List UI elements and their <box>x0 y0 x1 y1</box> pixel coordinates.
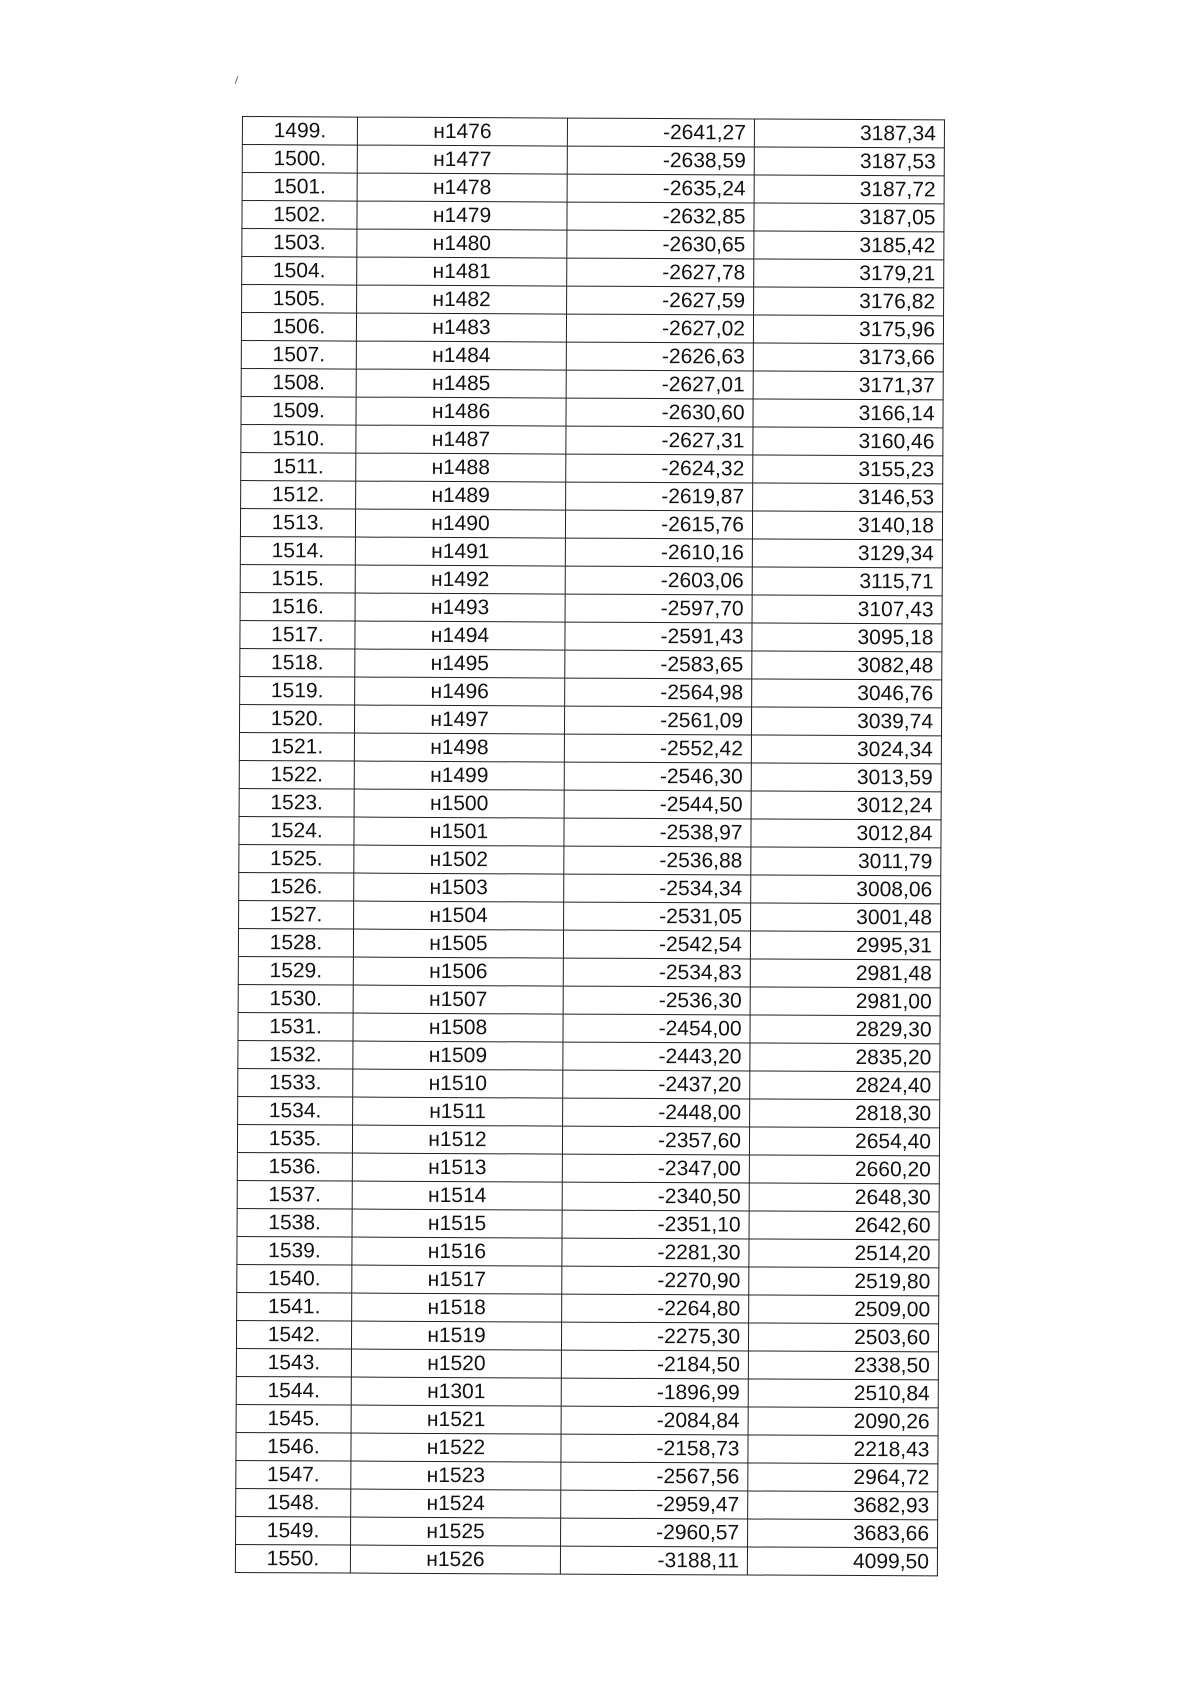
y-coordinate-cell: 2510,84 <box>748 1379 938 1408</box>
point-name-cell: н1488 <box>356 453 566 482</box>
point-name-cell: н1506 <box>353 957 563 986</box>
table-row <box>240 676 942 707</box>
table-row <box>242 257 944 288</box>
x-coordinate-cell: -2546,30 <box>564 762 751 791</box>
row-number-cell: 1508. <box>241 368 356 397</box>
y-coordinate-cell: 3155,23 <box>753 455 943 484</box>
x-coordinate-cell: -3188,11 <box>560 1546 747 1575</box>
y-coordinate-cell: 3166,14 <box>753 399 943 428</box>
row-number-cell: 1521. <box>239 732 354 761</box>
point-name-cell: н1497 <box>354 705 564 734</box>
x-coordinate-cell: -2624,32 <box>566 454 753 483</box>
row-number-cell: 1540. <box>237 1264 352 1293</box>
y-coordinate-cell: 3187,05 <box>754 203 944 232</box>
row-number-cell: 1511. <box>241 452 356 481</box>
row-number-cell: 1507. <box>241 340 356 369</box>
point-name-cell: н1508 <box>353 1013 563 1042</box>
point-name-cell: н1515 <box>352 1209 562 1238</box>
row-number-cell: 1544. <box>236 1376 351 1405</box>
table-row <box>242 285 944 316</box>
point-name-cell: н1491 <box>355 537 565 566</box>
point-name-cell: н1492 <box>355 565 565 594</box>
row-number-cell: 1525. <box>239 844 354 873</box>
y-coordinate-cell: 3013,59 <box>751 763 941 792</box>
table-row <box>236 1488 938 1519</box>
point-name-cell: н1486 <box>356 397 566 426</box>
row-number-cell: 1510. <box>241 424 356 453</box>
x-coordinate-cell: -2264,80 <box>562 1294 749 1323</box>
row-number-cell: 1538. <box>237 1208 352 1237</box>
y-coordinate-cell: 3187,34 <box>754 119 944 148</box>
y-coordinate-cell: 2835,20 <box>750 1043 940 1072</box>
row-number-cell: 1530. <box>238 984 353 1013</box>
y-coordinate-cell: 2648,30 <box>749 1183 939 1212</box>
y-coordinate-cell: 3129,34 <box>752 539 942 568</box>
x-coordinate-cell: -2591,43 <box>565 622 752 651</box>
table-row <box>238 1096 940 1127</box>
point-name-cell: н1519 <box>351 1321 561 1350</box>
table-row <box>242 173 944 204</box>
row-number-cell: 1513. <box>240 508 355 537</box>
table-row <box>241 313 943 344</box>
y-coordinate-cell: 2090,26 <box>748 1407 938 1436</box>
x-coordinate-cell: -2626,63 <box>566 342 753 371</box>
x-coordinate-cell: -2638,59 <box>567 146 754 175</box>
table-row <box>239 760 941 791</box>
y-coordinate-cell: 3046,76 <box>752 679 942 708</box>
point-name-cell: н1513 <box>352 1153 562 1182</box>
y-coordinate-cell: 3039,74 <box>751 707 941 736</box>
x-coordinate-cell: -2158,73 <box>561 1434 748 1463</box>
table-row <box>237 1152 939 1183</box>
y-coordinate-cell: 2503,60 <box>748 1323 938 1352</box>
x-coordinate-cell: -2630,65 <box>567 230 754 259</box>
x-coordinate-cell: -2542,54 <box>563 930 750 959</box>
y-coordinate-cell: 3176,82 <box>754 287 944 316</box>
table-row <box>238 1068 940 1099</box>
table-row <box>240 592 942 623</box>
point-name-cell: н1514 <box>352 1181 562 1210</box>
y-coordinate-cell: 3179,21 <box>754 259 944 288</box>
table-row <box>236 1320 938 1351</box>
row-number-cell: 1520. <box>239 704 354 733</box>
x-coordinate-cell: -2959,47 <box>561 1490 748 1519</box>
y-coordinate-cell: 2824,40 <box>750 1071 940 1100</box>
point-name-cell: н1479 <box>357 201 567 230</box>
point-name-cell: н1503 <box>354 873 564 902</box>
row-number-cell: 1542. <box>236 1320 351 1349</box>
x-coordinate-cell: -2351,10 <box>562 1210 749 1239</box>
row-number-cell: 1545. <box>236 1404 351 1433</box>
y-coordinate-cell: 3175,96 <box>753 315 943 344</box>
x-coordinate-cell: -2635,24 <box>567 174 754 203</box>
row-number-cell: 1516. <box>240 592 355 621</box>
point-name-cell: н1501 <box>354 817 564 846</box>
x-coordinate-cell: -2627,02 <box>566 314 753 343</box>
row-number-cell: 1527. <box>239 900 354 929</box>
x-coordinate-cell: -2627,78 <box>567 258 754 287</box>
point-name-cell: н1485 <box>356 369 566 398</box>
y-coordinate-cell: 3682,93 <box>748 1491 938 1520</box>
table-row <box>236 1516 938 1547</box>
table-row <box>240 564 942 595</box>
table-row <box>239 816 941 847</box>
point-name-cell: н1498 <box>354 733 564 762</box>
y-coordinate-cell: 2660,20 <box>749 1155 939 1184</box>
y-coordinate-cell: 3187,72 <box>754 175 944 204</box>
point-name-cell: н1518 <box>352 1293 562 1322</box>
row-number-cell: 1528. <box>238 928 353 957</box>
point-name-cell: н1511 <box>353 1097 563 1126</box>
x-coordinate-cell: -2536,30 <box>563 986 750 1015</box>
y-coordinate-cell: 3107,43 <box>752 595 942 624</box>
point-name-cell: н1487 <box>356 425 566 454</box>
y-coordinate-cell: 3001,48 <box>751 903 941 932</box>
point-name-cell: н1477 <box>357 145 567 174</box>
point-name-cell: н1505 <box>353 929 563 958</box>
x-coordinate-cell: -2281,30 <box>562 1238 749 1267</box>
x-coordinate-cell: -2552,42 <box>564 734 751 763</box>
row-number-cell: 1529. <box>238 956 353 985</box>
y-coordinate-cell: 3185,42 <box>754 231 944 260</box>
row-number-cell: 1500. <box>242 145 357 174</box>
point-name-cell: н1476 <box>357 117 567 146</box>
table-row <box>241 480 943 511</box>
y-coordinate-cell: 3008,06 <box>751 875 941 904</box>
y-coordinate-cell: 3171,37 <box>753 371 943 400</box>
x-coordinate-cell: -2564,98 <box>565 678 752 707</box>
x-coordinate-cell: -2184,50 <box>561 1350 748 1379</box>
point-name-cell: н1517 <box>352 1265 562 1294</box>
y-coordinate-cell: 3187,53 <box>754 147 944 176</box>
table-row <box>239 704 941 735</box>
y-coordinate-cell: 2964,72 <box>748 1463 938 1492</box>
table-row <box>238 956 940 987</box>
table-row <box>239 732 941 763</box>
point-name-cell: н1516 <box>352 1237 562 1266</box>
row-number-cell: 1549. <box>236 1516 351 1545</box>
x-coordinate-cell: -2627,31 <box>566 426 753 455</box>
row-number-cell: 1503. <box>242 229 357 258</box>
row-number-cell: 1543. <box>236 1348 351 1377</box>
y-coordinate-cell: 3012,24 <box>751 791 941 820</box>
y-coordinate-cell: 2514,20 <box>749 1239 939 1268</box>
table-row <box>241 368 943 399</box>
table-row <box>242 229 944 260</box>
x-coordinate-cell: -2597,70 <box>565 594 752 623</box>
row-number-cell: 1512. <box>241 480 356 509</box>
row-number-cell: 1523. <box>239 788 354 817</box>
row-number-cell: 1506. <box>241 313 356 342</box>
row-number-cell: 1502. <box>242 201 357 230</box>
point-name-cell: н1496 <box>355 677 565 706</box>
row-number-cell: 1536. <box>237 1152 352 1181</box>
x-coordinate-cell: -2603,06 <box>565 566 752 595</box>
y-coordinate-cell: 2818,30 <box>750 1099 940 1128</box>
table-row <box>237 1180 939 1211</box>
table-row <box>235 1544 937 1575</box>
row-number-cell: 1519. <box>240 676 355 705</box>
y-coordinate-cell: 3115,71 <box>752 567 942 596</box>
y-coordinate-cell: 2981,00 <box>750 987 940 1016</box>
row-number-cell: 1522. <box>239 760 354 789</box>
x-coordinate-cell: -2347,00 <box>562 1154 749 1183</box>
row-number-cell: 1526. <box>239 872 354 901</box>
point-name-cell: н1502 <box>354 845 564 874</box>
table-row <box>238 1040 940 1071</box>
y-coordinate-cell: 4099,50 <box>747 1547 937 1576</box>
point-name-cell: н1504 <box>354 901 564 930</box>
point-name-cell: н1301 <box>351 1377 561 1406</box>
table-row <box>242 145 944 176</box>
x-coordinate-cell: -2531,05 <box>564 902 751 931</box>
table-row <box>236 1348 938 1379</box>
table-row <box>240 536 942 567</box>
x-coordinate-cell: -2084,84 <box>561 1406 748 1435</box>
row-number-cell: 1505. <box>242 285 357 314</box>
x-coordinate-cell: -2610,16 <box>565 538 752 567</box>
table-row <box>237 1124 939 1155</box>
point-name-cell: н1490 <box>355 509 565 538</box>
row-number-cell: 1533. <box>238 1068 353 1097</box>
coordinates-table-body <box>235 117 944 1576</box>
x-coordinate-cell: -2270,90 <box>562 1266 749 1295</box>
y-coordinate-cell: 2218,43 <box>748 1435 938 1464</box>
table-row <box>239 900 941 931</box>
row-number-cell: 1504. <box>242 257 357 286</box>
point-name-cell: н1493 <box>355 593 565 622</box>
row-number-cell: 1531. <box>238 1012 353 1041</box>
table-row <box>236 1432 938 1463</box>
y-coordinate-cell: 3011,79 <box>751 847 941 876</box>
row-number-cell: 1515. <box>240 564 355 593</box>
row-number-cell: 1518. <box>240 648 355 677</box>
y-coordinate-cell: 3012,84 <box>751 819 941 848</box>
table-row <box>239 844 941 875</box>
x-coordinate-cell: -2437,20 <box>563 1070 750 1099</box>
point-name-cell: н1523 <box>351 1461 561 1490</box>
row-number-cell: 1537. <box>237 1180 352 1209</box>
point-name-cell: н1526 <box>350 1545 560 1574</box>
point-name-cell: н1507 <box>353 985 563 1014</box>
table-row <box>237 1292 939 1323</box>
x-coordinate-cell: -2615,76 <box>565 510 752 539</box>
y-coordinate-cell: 3160,46 <box>753 427 943 456</box>
row-number-cell: 1517. <box>240 620 355 649</box>
y-coordinate-cell: 2642,60 <box>749 1211 939 1240</box>
x-coordinate-cell: -2619,87 <box>566 482 753 511</box>
row-number-cell: 1550. <box>235 1544 350 1573</box>
y-coordinate-cell: 3082,48 <box>752 651 942 680</box>
y-coordinate-cell: 3683,66 <box>748 1519 938 1548</box>
point-name-cell: н1524 <box>351 1489 561 1518</box>
table-row <box>236 1376 938 1407</box>
row-number-cell: 1514. <box>240 536 355 565</box>
coordinates-table-container <box>235 116 944 1576</box>
x-coordinate-cell: -2567,56 <box>561 1462 748 1491</box>
row-number-cell: 1509. <box>241 396 356 425</box>
y-coordinate-cell: 2654,40 <box>749 1127 939 1156</box>
x-coordinate-cell: -2630,60 <box>566 398 753 427</box>
table-row <box>237 1236 939 1267</box>
point-name-cell: н1510 <box>353 1069 563 1098</box>
x-coordinate-cell: -2538,97 <box>564 818 751 847</box>
y-coordinate-cell: 2509,00 <box>749 1295 939 1324</box>
point-name-cell: н1520 <box>351 1349 561 1378</box>
x-coordinate-cell: -2454,00 <box>563 1014 750 1043</box>
point-name-cell: н1509 <box>353 1041 563 1070</box>
point-name-cell: н1483 <box>356 313 566 342</box>
row-number-cell: 1539. <box>237 1236 352 1265</box>
x-coordinate-cell: -2340,50 <box>562 1182 749 1211</box>
point-name-cell: н1481 <box>357 257 567 286</box>
row-number-cell: 1547. <box>236 1460 351 1489</box>
scan-artifact-mark <box>235 76 239 84</box>
point-name-cell: н1512 <box>352 1125 562 1154</box>
row-number-cell: 1541. <box>237 1292 352 1321</box>
x-coordinate-cell: -2544,50 <box>564 790 751 819</box>
table-row <box>236 1460 938 1491</box>
row-number-cell: 1535. <box>237 1124 352 1153</box>
point-name-cell: н1495 <box>355 649 565 678</box>
point-name-cell: н1482 <box>357 285 567 314</box>
y-coordinate-cell: 3095,18 <box>752 623 942 652</box>
point-name-cell: н1525 <box>351 1517 561 1546</box>
x-coordinate-cell: -2536,88 <box>564 846 751 875</box>
y-coordinate-cell: 3146,53 <box>753 483 943 512</box>
row-number-cell: 1534. <box>238 1096 353 1125</box>
table-row <box>242 117 944 148</box>
table-row <box>236 1404 938 1435</box>
row-number-cell: 1532. <box>238 1040 353 1069</box>
table-row <box>239 872 941 903</box>
x-coordinate-cell: -1896,99 <box>561 1378 748 1407</box>
table-row <box>240 620 942 651</box>
x-coordinate-cell: -2627,59 <box>567 286 754 315</box>
y-coordinate-cell: 3173,66 <box>753 343 943 372</box>
table-row <box>240 648 942 679</box>
y-coordinate-cell: 2519,80 <box>749 1267 939 1296</box>
x-coordinate-cell: -2448,00 <box>563 1098 750 1127</box>
table-row <box>240 508 942 539</box>
x-coordinate-cell: -2561,09 <box>564 706 751 735</box>
row-number-cell: 1546. <box>236 1432 351 1461</box>
table-row <box>241 396 943 427</box>
table-row <box>237 1264 939 1295</box>
x-coordinate-cell: -2641,27 <box>567 118 754 147</box>
table-row <box>241 340 943 371</box>
point-name-cell: н1494 <box>355 621 565 650</box>
x-coordinate-cell: -2534,83 <box>563 958 750 987</box>
table-row <box>238 1012 940 1043</box>
table-row <box>239 788 941 819</box>
table-row <box>238 928 940 959</box>
row-number-cell: 1548. <box>236 1488 351 1517</box>
table-row <box>242 201 944 232</box>
table-row <box>237 1208 939 1239</box>
x-coordinate-cell: -2632,85 <box>567 202 754 231</box>
row-number-cell: 1501. <box>242 173 357 202</box>
x-coordinate-cell: -2583,65 <box>565 650 752 679</box>
y-coordinate-cell: 2829,30 <box>750 1015 940 1044</box>
y-coordinate-cell: 3140,18 <box>752 511 942 540</box>
table-row <box>241 452 943 483</box>
x-coordinate-cell: -2534,34 <box>564 874 751 903</box>
point-name-cell: н1522 <box>351 1433 561 1462</box>
x-coordinate-cell: -2627,01 <box>566 370 753 399</box>
x-coordinate-cell: -2443,20 <box>563 1042 750 1071</box>
y-coordinate-cell: 2981,48 <box>750 959 940 988</box>
x-coordinate-cell: -2275,30 <box>561 1322 748 1351</box>
table-row <box>241 424 943 455</box>
point-name-cell: н1478 <box>357 173 567 202</box>
table-row <box>238 984 940 1015</box>
x-coordinate-cell: -2357,60 <box>562 1126 749 1155</box>
point-name-cell: н1480 <box>357 229 567 258</box>
point-name-cell: н1499 <box>354 761 564 790</box>
y-coordinate-cell: 2338,50 <box>748 1351 938 1380</box>
row-number-cell: 1499. <box>242 117 357 146</box>
point-name-cell: н1521 <box>351 1405 561 1434</box>
point-name-cell: н1489 <box>356 481 566 510</box>
y-coordinate-cell: 3024,34 <box>751 735 941 764</box>
point-name-cell: н1484 <box>356 341 566 370</box>
x-coordinate-cell: -2960,57 <box>561 1518 748 1547</box>
point-name-cell: н1500 <box>354 789 564 818</box>
coordinates-table <box>235 116 945 1576</box>
row-number-cell: 1524. <box>239 816 354 845</box>
y-coordinate-cell: 2995,31 <box>750 931 940 960</box>
